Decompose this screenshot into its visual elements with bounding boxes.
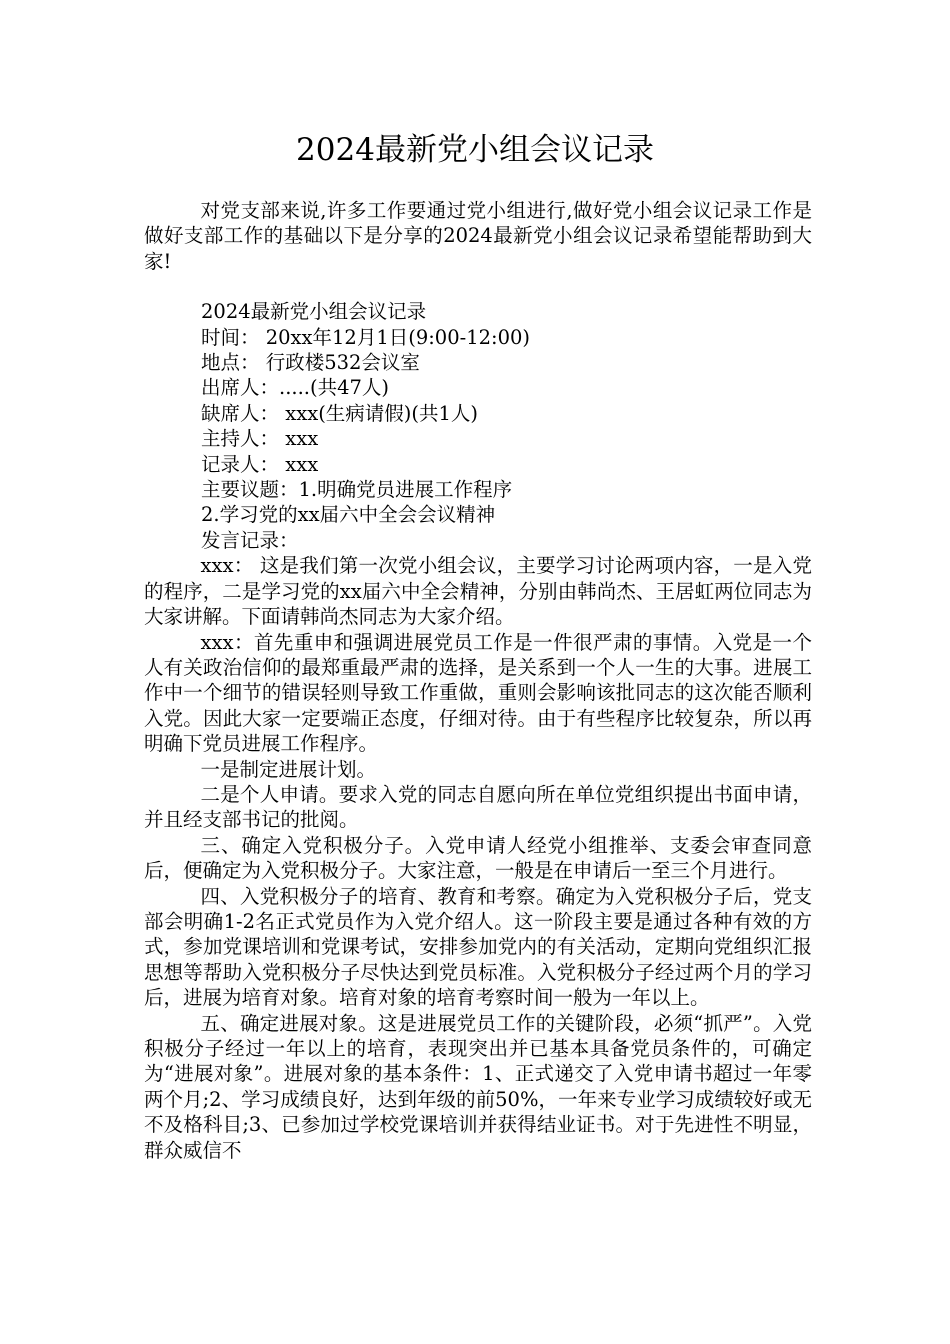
procedure-step-2: 二是个人申请。要求入党的同志自愿向所在单位党组织提出书面申请，并且经支部书记的批阅。 [144, 782, 812, 832]
meta-absentees: 缺席人： xxx(生病请假)(共1人) [201, 401, 479, 425]
meta-location: 地点： 行政楼532会议室 [201, 351, 420, 375]
document-body [144, 198, 812, 1163]
procedure-step-1: 一是制定进展计划。 [200, 757, 377, 781]
meta-attendees: 出席人：.....(共47人) [201, 376, 390, 400]
meta-topic-2: 2.学习党的xx届六中全会会议精神 [201, 503, 496, 527]
procedure-step-3: 三、确定入党积极分子。入党申请人经党小组推举、支委会审查同意后，便确定为入党积极分子。大家注意，一般是在申请后一至三个月进行。 [144, 833, 812, 883]
meta-recorder: 记录人： xxx [201, 452, 319, 476]
speech-paragraph: xxx：首先重申和强调进展党员工作是一件很严肃的事情。入党是一个人有关政治信仰的最郑重最严肃的选择，是关系到一个人一生的大事。进展工作中一个细节的错误轻则导致工作重做，重则会影响该批同志的这次能否顺利入党。因此大家一定要端正态度，仔细对待。由于有些程序比较复杂，所以再明确下党员进展工作程序。 [144, 630, 812, 756]
procedure-step-4: 四、入党积极分子的培育、教育和考察。确定为入党积极分子后，党支部会明确1-2名正式党员作为入党介绍人。这一阶段主要是通过各种有效的方式，参加党课培训和党课考试，安排参加党内的有关活动，定期向党组织汇报思想等帮助入党积极分子尽快达到党员标准。入党积极分子经过两个月的学习后，进展为培育对象。培育对象的培育考察时间一般为一年以上。 [144, 884, 812, 1010]
intro-paragraph: 对党支部来说,许多工作要通过党小组进行,做好党小组会议记录工作是做好支部工作的基础以下是分享的2024最新党小组会议记录希望能帮助到大家! [144, 199, 812, 273]
document-title: 2024最新党小组会议记录 [296, 132, 654, 168]
procedure-step-5: 五、确定进展对象。这是进展党员工作的关键阶段，必须“抓严”。入党积极分子经过一年以上的培育，表现突出并已基本具备党员条件的，可确定为“进展对象”。进展对象的基本条件：1、正式递交了入党申请书超过一年零两个月;2、学习成绩良好，达到年级的前50%，一年来专业学习成绩较好或无不及格科目;3、已参加过学校党课培训并获得结业证书。对于先进性不明显，群众威信不 [144, 1011, 812, 1162]
speech-paragraph: xxx： 这是我们第一次党小组会议，主要学习讨论两项内容，一是入党的程序，二是学习党的xx届六中全会精神，分别由韩尚杰、王居虹两位同志为大家讲解。下面请韩尚杰同志为大家介绍。 [144, 554, 812, 629]
meta-subtitle: 2024最新党小组会议记录 [201, 300, 427, 324]
paragraph-gap [144, 274, 812, 299]
meta-host: 主持人： xxx [201, 427, 319, 451]
meta-speech-heading: 发言记录： [201, 528, 299, 552]
meta-time: 时间： 20xx年12月1日(9:00-12:00) [201, 325, 531, 349]
meta-topic-1: 主要议题：1.明确党员进展工作程序 [201, 478, 513, 502]
